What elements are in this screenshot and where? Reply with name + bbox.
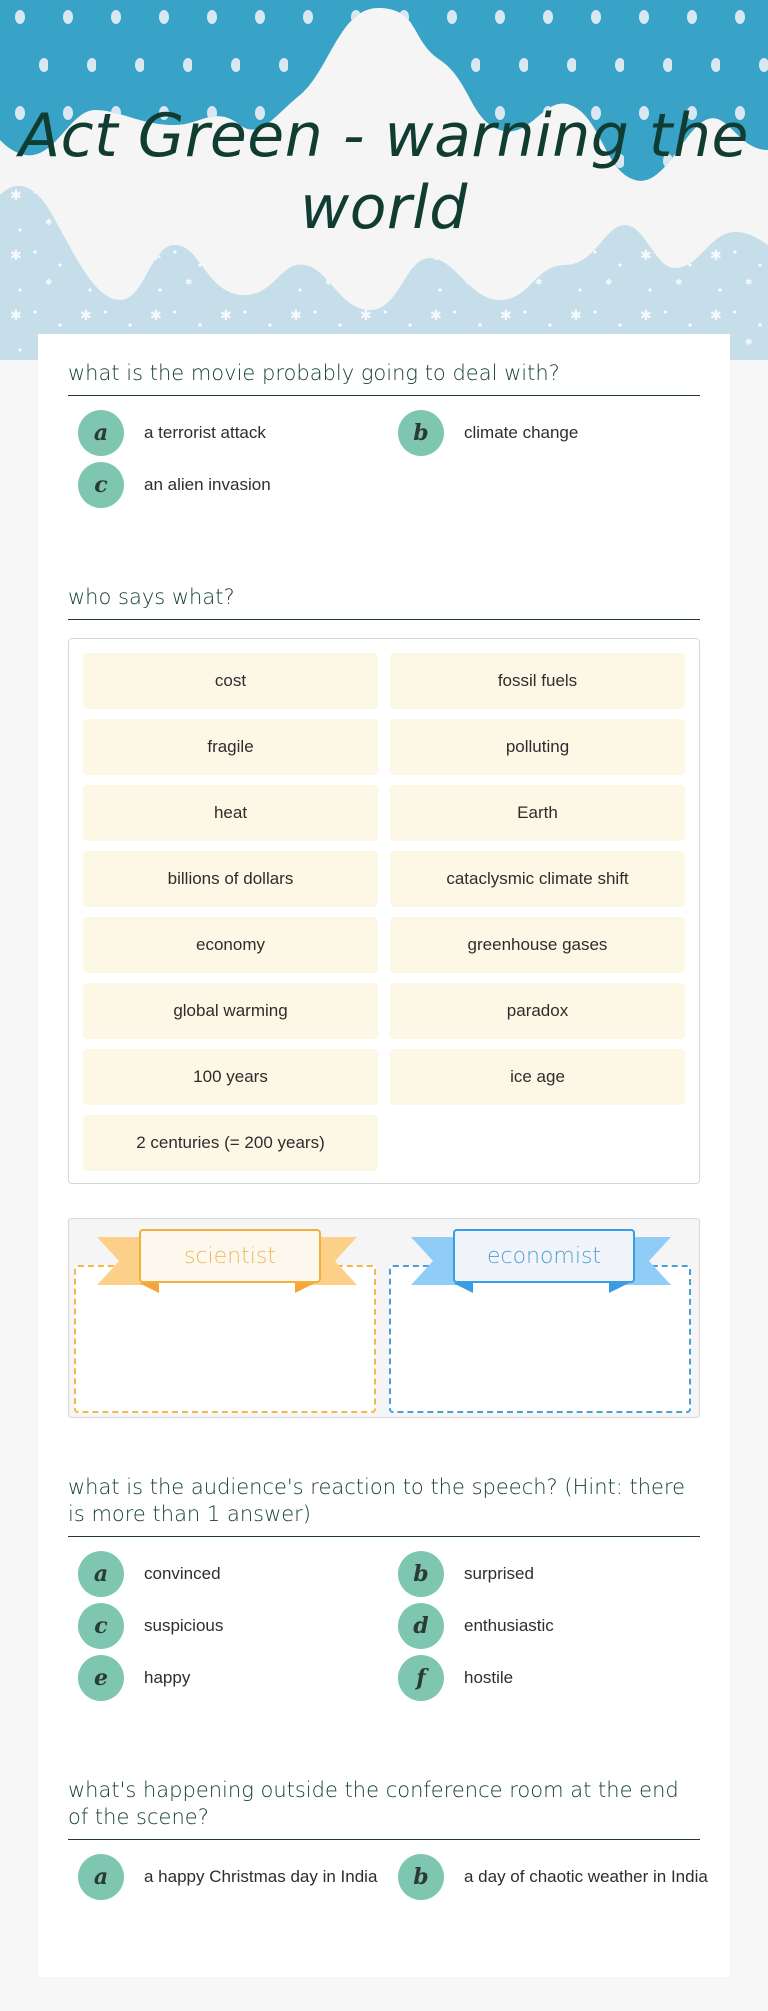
category-label: scientist [139,1229,321,1283]
option-c[interactable] [78,462,390,508]
word-chip[interactable]: Earth [390,785,685,841]
question-2 [68,584,700,620]
word-chip[interactable]: cataclysmic climate shift [390,851,685,907]
option-a[interactable] [78,1551,390,1597]
option-letter-badge[interactable]: a [78,1551,124,1597]
option-letter-badge[interactable]: c [78,1603,124,1649]
word-chip[interactable]: fossil fuels [390,653,685,709]
option-text: surprised [464,1564,534,1583]
option-e[interactable] [78,1655,390,1701]
option-text: climate change [464,423,579,442]
word-chip[interactable]: greenhouse gases [390,917,685,973]
option-letter-badge[interactable]: a [78,1854,124,1900]
word-chip[interactable]: fragile [83,719,378,775]
option-text: an alien invasion [144,475,271,494]
category-ribbon-economist [411,1229,671,1293]
question-3 [68,1474,700,1701]
option-a[interactable] [78,1854,390,1900]
option-text: enthusiastic [464,1616,554,1635]
option-text: suspicious [144,1616,224,1635]
word-chip[interactable]: cost [83,653,378,709]
option-text: convinced [144,1564,221,1583]
word-chip[interactable]: 100 years [83,1049,378,1105]
option-f[interactable] [398,1655,710,1701]
option-a[interactable] [78,410,390,456]
option-text: a happy Christmas day in India [144,1867,378,1886]
question-title: what is the movie probably going to deal with? [68,360,700,396]
question-title: who says what? [68,584,700,620]
category-ribbon-scientist [97,1229,357,1293]
option-d[interactable] [398,1603,710,1649]
option-b[interactable] [398,410,710,456]
word-chip[interactable]: billions of dollars [83,851,378,907]
option-text: happy [144,1668,191,1687]
word-chip[interactable]: ice age [390,1049,685,1105]
header-banner [0,0,768,360]
option-letter-badge[interactable]: f [398,1655,444,1701]
question-title: what's happening outside the conference room at the end of the scene? [68,1777,700,1840]
category-drop-zones [68,1218,700,1418]
option-text: a terrorist attack [144,423,266,442]
option-letter-badge[interactable]: b [398,1551,444,1597]
options-list [68,396,700,508]
option-letter-badge[interactable]: c [78,462,124,508]
category-label: economist [453,1229,635,1283]
word-bank [68,638,700,1184]
question-4 [68,1777,708,1900]
option-letter-badge[interactable]: b [398,410,444,456]
word-chip[interactable]: global warming [83,983,378,1039]
word-chip[interactable]: polluting [390,719,685,775]
option-text: a day of chaotic weather in India [464,1867,708,1886]
options-list [68,1537,700,1701]
option-letter-badge[interactable]: a [78,410,124,456]
option-b[interactable] [398,1854,710,1900]
word-chip[interactable]: paradox [390,983,685,1039]
option-text: hostile [464,1668,514,1687]
question-1 [68,360,700,508]
options-list [68,1840,708,1900]
worksheet-card [38,334,730,1977]
option-letter-badge[interactable]: e [78,1655,124,1701]
word-chip[interactable]: heat [83,785,378,841]
word-chip[interactable]: economy [83,917,378,973]
page-title: Act Green - warning the world [19,101,749,243]
option-c[interactable] [78,1603,390,1649]
question-title: what is the audience's reaction to the speech? (Hint: there is more than 1 answer) [68,1474,700,1537]
option-letter-badge[interactable]: b [398,1854,444,1900]
word-chip[interactable]: 2 centuries (= 200 years) [83,1115,378,1171]
option-b[interactable] [398,1551,710,1597]
option-letter-badge[interactable]: d [398,1603,444,1649]
